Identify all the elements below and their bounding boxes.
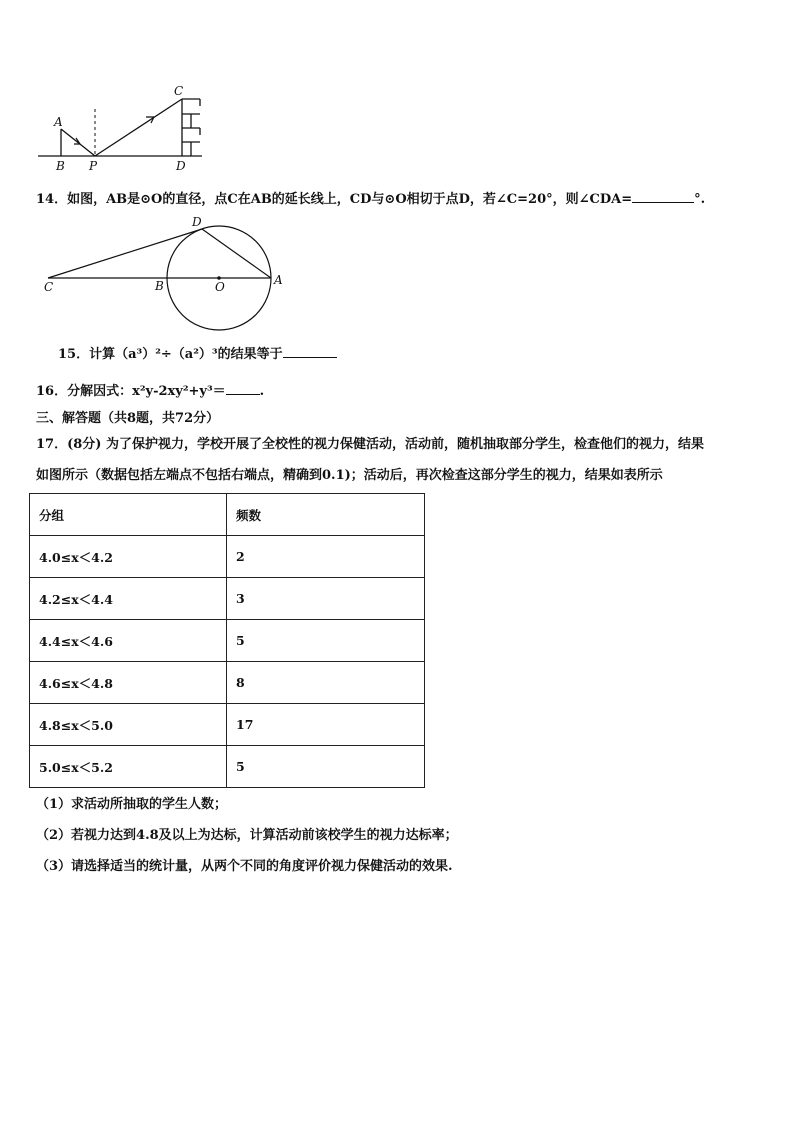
chord-da bbox=[202, 229, 271, 278]
table-row bbox=[30, 620, 425, 662]
cell-group: 4.8≤x＜5.0 bbox=[30, 704, 227, 746]
label-b: B bbox=[155, 279, 164, 293]
table-row bbox=[30, 536, 425, 578]
table-row bbox=[30, 578, 425, 620]
label-b: B bbox=[56, 159, 65, 173]
cell-group: 4.0≤x＜4.2 bbox=[30, 536, 227, 578]
tangent-cd bbox=[48, 229, 202, 278]
cell-group: 4.6≤x＜4.8 bbox=[30, 662, 227, 704]
table-row bbox=[30, 704, 425, 746]
table-row bbox=[30, 746, 425, 788]
cell-frequency: 8 bbox=[227, 662, 425, 704]
question-15-text: 15．计算（a³）²÷（a²）³的结果等于 bbox=[58, 347, 283, 362]
question-14-suffix: °. bbox=[694, 192, 706, 207]
table-row bbox=[30, 662, 425, 704]
answer-blank-14[interactable] bbox=[632, 188, 694, 203]
cell-group: 4.2≤x＜4.4 bbox=[30, 578, 227, 620]
question-17-line-1: 17．(8分) 为了保护视力，学校开展了全校性的视力保健活动，活动前，随机抽取部分学生，检查他们的视力，结果 bbox=[36, 437, 704, 452]
ray-ap bbox=[61, 129, 95, 156]
question-14 bbox=[36, 188, 705, 209]
cell-frequency: 3 bbox=[227, 578, 425, 620]
cell-group: 4.4≤x＜4.6 bbox=[30, 620, 227, 662]
answer-blank-15[interactable] bbox=[283, 343, 337, 358]
frequency-table bbox=[29, 493, 425, 788]
wall bbox=[182, 99, 200, 156]
figure-14-diagram bbox=[40, 214, 300, 334]
label-d: D bbox=[192, 215, 202, 229]
table-header-row bbox=[30, 494, 425, 536]
ray-pc bbox=[95, 99, 182, 156]
label-c: C bbox=[174, 84, 184, 98]
question-16 bbox=[36, 380, 264, 401]
label-a: A bbox=[274, 273, 283, 287]
cell-frequency: 5 bbox=[227, 620, 425, 662]
question-17-line-2: 如图所示（数据包括左端点不包括右端点，精确到0.1)；活动后，再次检查这部分学生的视力，结果如表所示 bbox=[36, 468, 663, 483]
figure-13-diagram bbox=[30, 80, 220, 175]
header-group: 分组 bbox=[30, 494, 227, 536]
question-17-part-1: （1）求活动所抽取的学生人数； bbox=[36, 797, 228, 812]
label-c: C bbox=[44, 280, 54, 294]
cell-group: 5.0≤x＜5.2 bbox=[30, 746, 227, 788]
header-frequency: 频数 bbox=[227, 494, 425, 536]
label-p: P bbox=[89, 159, 98, 173]
question-16-suffix: . bbox=[259, 384, 265, 399]
question-17-part-3: （3）请选择适当的统计量，从两个不同的角度评价视力保健活动的效果. bbox=[36, 859, 453, 874]
question-16-text: 16．分解因式：x²y-2xy²+y³＝ bbox=[36, 384, 226, 399]
cell-frequency: 17 bbox=[227, 704, 425, 746]
question-15 bbox=[58, 343, 337, 364]
label-o: O bbox=[215, 280, 225, 294]
question-14-text: 14．如图，AB是⊙O的直径，点C在AB的延长线上，CD与⊙O相切于点D，若∠C=20°，则∠CDA= bbox=[36, 192, 633, 207]
label-d: D bbox=[176, 159, 186, 173]
cell-frequency: 5 bbox=[227, 746, 425, 788]
section-3-heading: 三、解答题（共8题，共72分） bbox=[36, 411, 220, 426]
answer-blank-16[interactable] bbox=[226, 380, 260, 395]
question-17-part-2: （2）若视力达到4.8及以上为达标，计算活动前该校学生的视力达标率； bbox=[36, 828, 458, 843]
cell-frequency: 2 bbox=[227, 536, 425, 578]
label-a: A bbox=[54, 115, 63, 129]
